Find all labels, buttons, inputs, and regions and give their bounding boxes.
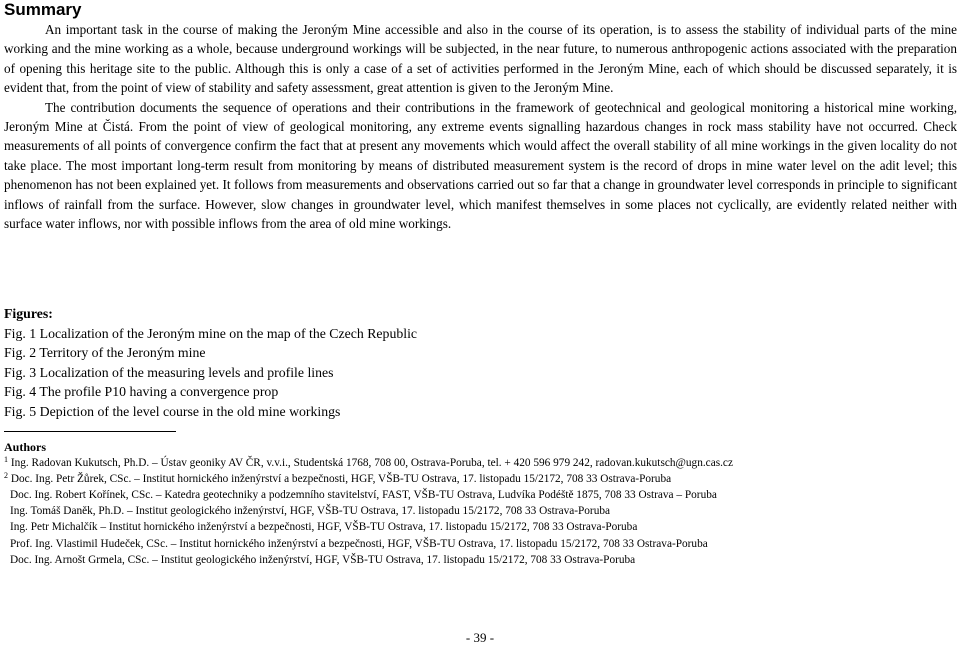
author-entry-text: Prof. Ing. Vlastimil Hudeček, CSc. – Institut hornického inženýrství a bezpečnosti, HGF, VŠB-TU Ostrava, 17. listopadu 15/2172, 708 33 Ostrava-Poruba: [10, 537, 708, 550]
footnote-divider: [4, 431, 176, 432]
author-entry: [4, 471, 954, 487]
author-entry-text: Doc. Ing. Petr Žůrek, CSc. – Institut hornického inženýrství a bezpečnosti, HGF, VŠB-TU Ostrava, 17. listopadu 15/2172, 708 33 Ostrava-Poruba: [10, 473, 672, 486]
authors-section: [4, 439, 954, 568]
author-entry-text: Ing. Petr Michalčík – Institut hornického inženýrství a bezpečnosti, HGF, VŠB-TU Ostrava, 17. listopadu 15/2172, 708 33 Ostrava-Poruba: [10, 521, 638, 534]
author-entry: [4, 455, 954, 471]
summary-heading: Summary: [4, 0, 82, 19]
authors-heading: Authors: [4, 440, 47, 454]
author-entry: [4, 503, 954, 519]
author-entry: [4, 519, 954, 535]
figure-caption-5: Fig. 5 Depiction of the level course in the old mine workings: [4, 403, 341, 419]
figures-list: [4, 304, 904, 422]
author-entry-text: Doc. Ing. Robert Kořínek, CSc. – Katedra geotechniky a podzemního stavitelství, FAST, VŠB-TU Ostrava, Ludvíka Podéště 1875, 708 33 Ostrava – Poruba: [10, 489, 717, 502]
figure-caption-3: Fig. 3 Localization of the measuring levels and profile lines: [4, 364, 334, 380]
author-entry: [4, 552, 954, 568]
summary-body: [4, 20, 957, 233]
author-entry: [4, 487, 954, 503]
figures-heading: Figures:: [4, 306, 53, 321]
figure-caption-2: Fig. 2 Territory of the Jeroným mine: [4, 345, 206, 361]
author-entry: [4, 536, 954, 552]
figure-caption-4: Fig. 4 The profile P10 having a convergence prop: [4, 384, 279, 400]
author-footnote-marker: 2: [4, 471, 8, 481]
author-entry-text: Doc. Ing. Arnošt Grmela, CSc. – Institut geologického inženýrství, HGF, VŠB-TU Ostrava, 17. listopadu 15/2172, 708 33 Ostrava-Poruba: [10, 553, 636, 566]
author-entry-text: Ing. Radovan Kukutsch, Ph.D. – Ústav geoniky AV ČR, v.v.i., Studentská 1768, 708 00, Ostrava-Poruba, tel. + 420 596 979 242, radovan.kukutsch@ugn.cas.cz: [10, 457, 733, 470]
author-footnote-marker: 1: [4, 455, 8, 465]
author-entry-text: Ing. Tomáš Daněk, Ph.D. – Institut geologického inženýrství, HGF, VŠB-TU Ostrava, 17. listopadu 15/2172, 708 33 Ostrava-Poruba: [10, 505, 611, 518]
figure-caption-1: Fig. 1 Localization of the Jeroným mine on the map of the Czech Republic: [4, 325, 418, 341]
summary-paragraph-2: The contribution documents the sequence of operations and their contributions in the framework of geotechnical and geological monitoring a historical mine working, Jeroným Mine at Čistá. From the point of view of geological monitoring, any extreme events signalling hazardous changes in rock mass stability have not occurred. Check measurements of all points of convergence confirm the fact that at present any movements which would affect the overall stability of all mine workings in the given locality do not take place. The most important long-term result from monitoring by means of distributed measurement system is the record of drops in mine water level on the adit level; this phenomenon has not been explained yet. It follows from measurements and observations carried out so far that a change in groundwater level corresponds in principle to significant inflows of rainfall from the surface. However, slow changes in groundwater level, which manifest themselves in some places not cyclically, are evidently related neither with surface water inflows, nor with possible inflows from the area of old mine workings.: [4, 99, 957, 232]
summary-paragraph-1: An important task in the course of making the Jeroným Mine accessible and also in the course of its operation, is to assess the stability of individual parts of the mine working and the mine working as a whole, because underground workings will be subjected, in the near future, to numerous anthropogenic actions associated with the preparation of opening this heritage site to the public. Although this is only a case of a set of activities performed in the Jeroným Mine, each of which should be discussed separately, it is evident that, from the point of view of stability and safety assessment, great attention is given to the Jeroným Mine.: [4, 22, 957, 96]
page-number: - 39 -: [465, 630, 495, 645]
